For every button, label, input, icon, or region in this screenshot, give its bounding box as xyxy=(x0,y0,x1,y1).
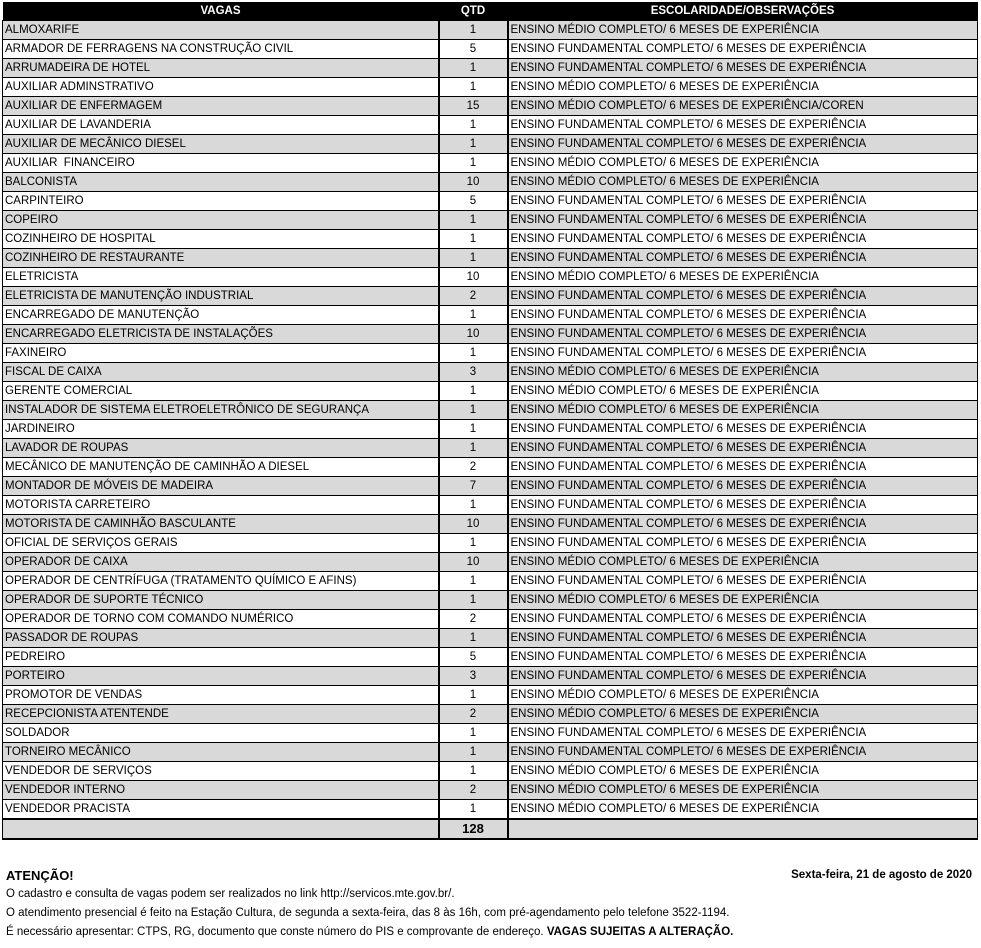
vagas-cell: ELETRICISTA DE MANUTENÇÃO INDUSTRIAL xyxy=(3,287,439,306)
qtd-cell: 1 xyxy=(439,762,508,781)
obs-cell: ENSINO FUNDAMENTAL COMPLETO/ 6 MESES DE EXPERIÊNCIA xyxy=(508,135,978,154)
vagas-cell: FAXINEIRO xyxy=(3,344,439,363)
qtd-cell: 1 xyxy=(439,116,508,135)
total-label-cell xyxy=(3,819,439,839)
qtd-cell: 5 xyxy=(439,40,508,59)
note-line-3 xyxy=(6,923,972,942)
obs-cell: ENSINO FUNDAMENTAL COMPLETO/ 6 MESES DE EXPERIÊNCIA xyxy=(508,610,978,629)
table-row xyxy=(3,591,978,610)
date-text: Sexta-feira, 21 de agosto de 2020 xyxy=(791,869,972,881)
vagas-cell: SOLDADOR xyxy=(3,724,439,743)
vagas-cell: COZINHEIRO DE RESTAURANTE xyxy=(3,249,439,268)
qtd-cell: 1 xyxy=(439,382,508,401)
obs-cell: ENSINO FUNDAMENTAL COMPLETO/ 6 MESES DE EXPERIÊNCIA xyxy=(508,477,978,496)
obs-cell: ENSINO MÉDIO COMPLETO/ 6 MESES DE EXPERIÊNCIA xyxy=(508,173,978,192)
obs-cell: ENSINO FUNDAMENTAL COMPLETO/ 6 MESES DE EXPERIÊNCIA xyxy=(508,743,978,762)
table-row xyxy=(3,458,978,477)
obs-cell: ENSINO FUNDAMENTAL COMPLETO/ 6 MESES DE EXPERIÊNCIA xyxy=(508,572,978,591)
obs-cell: ENSINO MÉDIO COMPLETO/ 6 MESES DE EXPERIÊNCIA xyxy=(508,781,978,800)
table-row xyxy=(3,192,978,211)
note-line-3-bold: VAGAS SUJEITAS A ALTERAÇÃO. xyxy=(546,926,734,938)
note-line-1: O cadastro e consulta de vagas podem ser realizados no link http://servicos.mte.gov.br/. xyxy=(6,888,455,900)
vagas-cell: AUXILIAR DE MECÂNICO DIESEL xyxy=(3,135,439,154)
qtd-cell: 2 xyxy=(439,705,508,724)
qtd-cell: 2 xyxy=(439,610,508,629)
qtd-cell: 1 xyxy=(439,211,508,230)
obs-cell: ENSINO FUNDAMENTAL COMPLETO/ 6 MESES DE EXPERIÊNCIA xyxy=(508,211,978,230)
obs-cell: ENSINO FUNDAMENTAL COMPLETO/ 6 MESES DE EXPERIÊNCIA xyxy=(508,287,978,306)
obs-cell: ENSINO FUNDAMENTAL COMPLETO/ 6 MESES DE EXPERIÊNCIA xyxy=(508,534,978,553)
obs-cell: ENSINO MÉDIO COMPLETO/ 6 MESES DE EXPERIÊNCIA xyxy=(508,268,978,287)
qtd-cell: 1 xyxy=(439,591,508,610)
table-row xyxy=(3,249,978,268)
vagas-cell: COPEIRO xyxy=(3,211,439,230)
obs-cell: ENSINO FUNDAMENTAL COMPLETO/ 6 MESES DE EXPERIÊNCIA xyxy=(508,230,978,249)
obs-cell: ENSINO MÉDIO COMPLETO/ 6 MESES DE EXPERIÊNCIA xyxy=(508,553,978,572)
qtd-cell: 1 xyxy=(439,59,508,78)
table-row xyxy=(3,78,978,97)
table-row xyxy=(3,686,978,705)
table-row xyxy=(3,154,978,173)
qtd-cell: 3 xyxy=(439,363,508,382)
table-row xyxy=(3,173,978,192)
obs-cell: ENSINO MÉDIO COMPLETO/ 6 MESES DE EXPERIÊNCIA xyxy=(508,686,978,705)
obs-cell: ENSINO MÉDIO COMPLETO/ 6 MESES DE EXPERIÊNCIA xyxy=(508,591,978,610)
qtd-cell: 5 xyxy=(439,192,508,211)
header-vagas: VAGAS xyxy=(3,2,439,21)
obs-cell: ENSINO FUNDAMENTAL COMPLETO/ 6 MESES DE EXPERIÊNCIA xyxy=(508,496,978,515)
qtd-cell: 10 xyxy=(439,325,508,344)
jobs-table xyxy=(2,2,978,840)
vagas-cell: MOTORISTA CARRETEIRO xyxy=(3,496,439,515)
vagas-cell: AUXILIAR DE ENFERMAGEM xyxy=(3,97,439,116)
table-row xyxy=(3,306,978,325)
vagas-cell: FISCAL DE CAIXA xyxy=(3,363,439,382)
obs-cell: ENSINO FUNDAMENTAL COMPLETO/ 6 MESES DE EXPERIÊNCIA xyxy=(508,667,978,686)
obs-cell: ENSINO FUNDAMENTAL COMPLETO/ 6 MESES DE EXPERIÊNCIA xyxy=(508,629,978,648)
obs-cell: ENSINO FUNDAMENTAL COMPLETO/ 6 MESES DE EXPERIÊNCIA xyxy=(508,344,978,363)
obs-cell: ENSINO MÉDIO COMPLETO/ 6 MESES DE EXPERIÊNCIA xyxy=(508,382,978,401)
total-qtd: 128 xyxy=(439,819,508,839)
qtd-cell: 10 xyxy=(439,268,508,287)
vagas-cell: JARDINEIRO xyxy=(3,420,439,439)
vagas-cell: VENDEDOR PRACISTA xyxy=(3,800,439,820)
vagas-cell: PROMOTOR DE VENDAS xyxy=(3,686,439,705)
vagas-cell: AUXILIAR FINANCEIRO xyxy=(3,154,439,173)
table-row xyxy=(3,401,978,420)
obs-cell: ENSINO FUNDAMENTAL COMPLETO/ 6 MESES DE EXPERIÊNCIA xyxy=(508,192,978,211)
vagas-cell: ARMADOR DE FERRAGENS NA CONSTRUÇÃO CIVIL xyxy=(3,40,439,59)
table-row xyxy=(3,344,978,363)
table-row xyxy=(3,439,978,458)
vagas-cell: GERENTE COMERCIAL xyxy=(3,382,439,401)
qtd-cell: 1 xyxy=(439,420,508,439)
table-row xyxy=(3,116,978,135)
table-row xyxy=(3,211,978,230)
vagas-cell: PORTEIRO xyxy=(3,667,439,686)
table-row xyxy=(3,572,978,591)
table-row xyxy=(3,781,978,800)
obs-cell: ENSINO MÉDIO COMPLETO/ 6 MESES DE EXPERIÊNCIA xyxy=(508,154,978,173)
total-obs-cell xyxy=(508,819,978,839)
table-row xyxy=(3,287,978,306)
table-row xyxy=(3,363,978,382)
vagas-cell: OFICIAL DE SERVIÇOS GERAIS xyxy=(3,534,439,553)
table-row xyxy=(3,40,978,59)
vagas-cell: VENDEDOR INTERNO xyxy=(3,781,439,800)
table-row xyxy=(3,382,978,401)
qtd-cell: 1 xyxy=(439,344,508,363)
vagas-cell: LAVADOR DE ROUPAS xyxy=(3,439,439,458)
qtd-cell: 1 xyxy=(439,800,508,820)
table-row xyxy=(3,268,978,287)
qtd-cell: 1 xyxy=(439,154,508,173)
total-row xyxy=(3,819,978,839)
qtd-cell: 2 xyxy=(439,781,508,800)
obs-cell: ENSINO FUNDAMENTAL COMPLETO/ 6 MESES DE EXPERIÊNCIA xyxy=(508,420,978,439)
table-row xyxy=(3,610,978,629)
qtd-cell: 1 xyxy=(439,724,508,743)
qtd-cell: 5 xyxy=(439,648,508,667)
vagas-cell: AUXILIAR DE LAVANDERIA xyxy=(3,116,439,135)
attention-heading: ATENÇÃO! xyxy=(6,868,74,883)
obs-cell: ENSINO FUNDAMENTAL COMPLETO/ 6 MESES DE EXPERIÊNCIA xyxy=(508,439,978,458)
obs-cell: ENSINO FUNDAMENTAL COMPLETO/ 6 MESES DE EXPERIÊNCIA xyxy=(508,116,978,135)
obs-cell: ENSINO FUNDAMENTAL COMPLETO/ 6 MESES DE EXPERIÊNCIA xyxy=(508,325,978,344)
obs-cell: ENSINO FUNDAMENTAL COMPLETO/ 6 MESES DE EXPERIÊNCIA xyxy=(508,306,978,325)
vagas-cell: MECÂNICO DE MANUTENÇÃO DE CAMINHÃO A DIESEL xyxy=(3,458,439,477)
table-row xyxy=(3,515,978,534)
obs-cell: ENSINO MÉDIO COMPLETO/ 6 MESES DE EXPERIÊNCIA xyxy=(508,705,978,724)
table-header xyxy=(3,2,978,21)
note-line-2: O atendimento presencial é feito na Estação Cultura, de segunda a sexta-feira, das 8 às 16h, com pré-agendamento pelo telefone 3522-1194. xyxy=(6,907,730,919)
obs-cell: ENSINO MÉDIO COMPLETO/ 6 MESES DE EXPERIÊNCIA xyxy=(508,21,978,40)
obs-cell: ENSINO FUNDAMENTAL COMPLETO/ 6 MESES DE EXPERIÊNCIA xyxy=(508,249,978,268)
qtd-cell: 1 xyxy=(439,629,508,648)
vagas-cell: RECEPCIONISTA ATENTENDE xyxy=(3,705,439,724)
vagas-cell: AUXILIAR ADMINSTRATIVO xyxy=(3,78,439,97)
qtd-cell: 1 xyxy=(439,249,508,268)
obs-cell: ENSINO FUNDAMENTAL COMPLETO/ 6 MESES DE EXPERIÊNCIA xyxy=(508,40,978,59)
table-row xyxy=(3,762,978,781)
table-row xyxy=(3,21,978,40)
obs-cell: ENSINO MÉDIO COMPLETO/ 6 MESES DE EXPERIÊNCIA xyxy=(508,800,978,820)
table-row xyxy=(3,800,978,820)
obs-cell: ENSINO MÉDIO COMPLETO/ 6 MESES DE EXPERIÊNCIA xyxy=(508,762,978,781)
qtd-cell: 1 xyxy=(439,743,508,762)
qtd-cell: 1 xyxy=(439,78,508,97)
vagas-cell: MOTORISTA DE CAMINHÃO BASCULANTE xyxy=(3,515,439,534)
table-row xyxy=(3,97,978,116)
table-row xyxy=(3,135,978,154)
obs-cell: ENSINO FUNDAMENTAL COMPLETO/ 6 MESES DE EXPERIÊNCIA xyxy=(508,59,978,78)
vagas-cell: ENCARREGADO ELETRICISTA DE INSTALAÇÕES xyxy=(3,325,439,344)
obs-cell: ENSINO MÉDIO COMPLETO/ 6 MESES DE EXPERIÊNCIA xyxy=(508,78,978,97)
table-row xyxy=(3,667,978,686)
vagas-cell: COZINHEIRO DE HOSPITAL xyxy=(3,230,439,249)
table-row xyxy=(3,743,978,762)
obs-cell: ENSINO MÉDIO COMPLETO/ 6 MESES DE EXPERIÊNCIA/COREN xyxy=(508,97,978,116)
obs-cell: ENSINO FUNDAMENTAL COMPLETO/ 6 MESES DE EXPERIÊNCIA xyxy=(508,648,978,667)
header-qtd: QTD xyxy=(439,2,508,21)
jobs-table-wrapper xyxy=(2,2,977,840)
qtd-cell: 1 xyxy=(439,439,508,458)
vagas-cell: MONTADOR DE MÓVEIS DE MADEIRA xyxy=(3,477,439,496)
table-row xyxy=(3,496,978,515)
obs-cell: ENSINO FUNDAMENTAL COMPLETO/ 6 MESES DE EXPERIÊNCIA xyxy=(508,724,978,743)
vagas-cell: ENCARREGADO DE MANUTENÇÃO xyxy=(3,306,439,325)
vagas-cell: PASSADOR DE ROUPAS xyxy=(3,629,439,648)
obs-cell: ENSINO MÉDIO COMPLETO/ 6 MESES DE EXPERIÊNCIA xyxy=(508,363,978,382)
table-row xyxy=(3,648,978,667)
vagas-cell: OPERADOR DE CENTRÍFUGA (TRATAMENTO QUÍMICO E AFINS) xyxy=(3,572,439,591)
qtd-cell: 10 xyxy=(439,553,508,572)
qtd-cell: 1 xyxy=(439,496,508,515)
qtd-cell: 15 xyxy=(439,97,508,116)
table-row xyxy=(3,534,978,553)
vagas-cell: OPERADOR DE SUPORTE TÉCNICO xyxy=(3,591,439,610)
note-line-3-text: É necessário apresentar: CTPS, RG, documento que conste número do PIS e comprovante de endereço. xyxy=(6,926,547,938)
qtd-cell: 1 xyxy=(439,135,508,154)
vagas-cell: OPERADOR DE TORNO COM COMANDO NUMÉRICO xyxy=(3,610,439,629)
table-row xyxy=(3,325,978,344)
table-row xyxy=(3,230,978,249)
qtd-cell: 10 xyxy=(439,515,508,534)
vagas-cell: ARRUMADEIRA DE HOTEL xyxy=(3,59,439,78)
obs-cell: ENSINO FUNDAMENTAL COMPLETO/ 6 MESES DE EXPERIÊNCIA xyxy=(508,458,978,477)
qtd-cell: 2 xyxy=(439,458,508,477)
table-row xyxy=(3,477,978,496)
table-row xyxy=(3,553,978,572)
vagas-cell: OPERADOR DE CAIXA xyxy=(3,553,439,572)
qtd-cell: 1 xyxy=(439,230,508,249)
qtd-cell: 1 xyxy=(439,306,508,325)
qtd-cell: 10 xyxy=(439,173,508,192)
qtd-cell: 1 xyxy=(439,534,508,553)
vagas-cell: VENDEDOR DE SERVIÇOS xyxy=(3,762,439,781)
vagas-cell: TORNEIRO MECÂNICO xyxy=(3,743,439,762)
vagas-cell: ELETRICISTA xyxy=(3,268,439,287)
table-row xyxy=(3,420,978,439)
table-row xyxy=(3,724,978,743)
vagas-cell: INSTALADOR DE SISTEMA ELETROELETRÔNICO DE SEGURANÇA xyxy=(3,401,439,420)
qtd-cell: 1 xyxy=(439,572,508,591)
vagas-cell: PEDREIRO xyxy=(3,648,439,667)
obs-cell: ENSINO FUNDAMENTAL COMPLETO/ 6 MESES DE EXPERIÊNCIA xyxy=(508,515,978,534)
notes-section xyxy=(6,866,972,942)
vagas-cell: ALMOXARIFE xyxy=(3,21,439,40)
qtd-cell: 7 xyxy=(439,477,508,496)
table-row xyxy=(3,59,978,78)
qtd-cell: 3 xyxy=(439,667,508,686)
vagas-cell: BALCONISTA xyxy=(3,173,439,192)
table-row xyxy=(3,629,978,648)
qtd-cell: 2 xyxy=(439,287,508,306)
table-row xyxy=(3,705,978,724)
qtd-cell: 1 xyxy=(439,21,508,40)
obs-cell: ENSINO MÉDIO COMPLETO/ 6 MESES DE EXPERIÊNCIA xyxy=(508,401,978,420)
header-obs: ESCOLARIDADE/OBSERVAÇÕES xyxy=(508,2,978,21)
vagas-cell: CARPINTEIRO xyxy=(3,192,439,211)
qtd-cell: 1 xyxy=(439,686,508,705)
qtd-cell: 1 xyxy=(439,401,508,420)
